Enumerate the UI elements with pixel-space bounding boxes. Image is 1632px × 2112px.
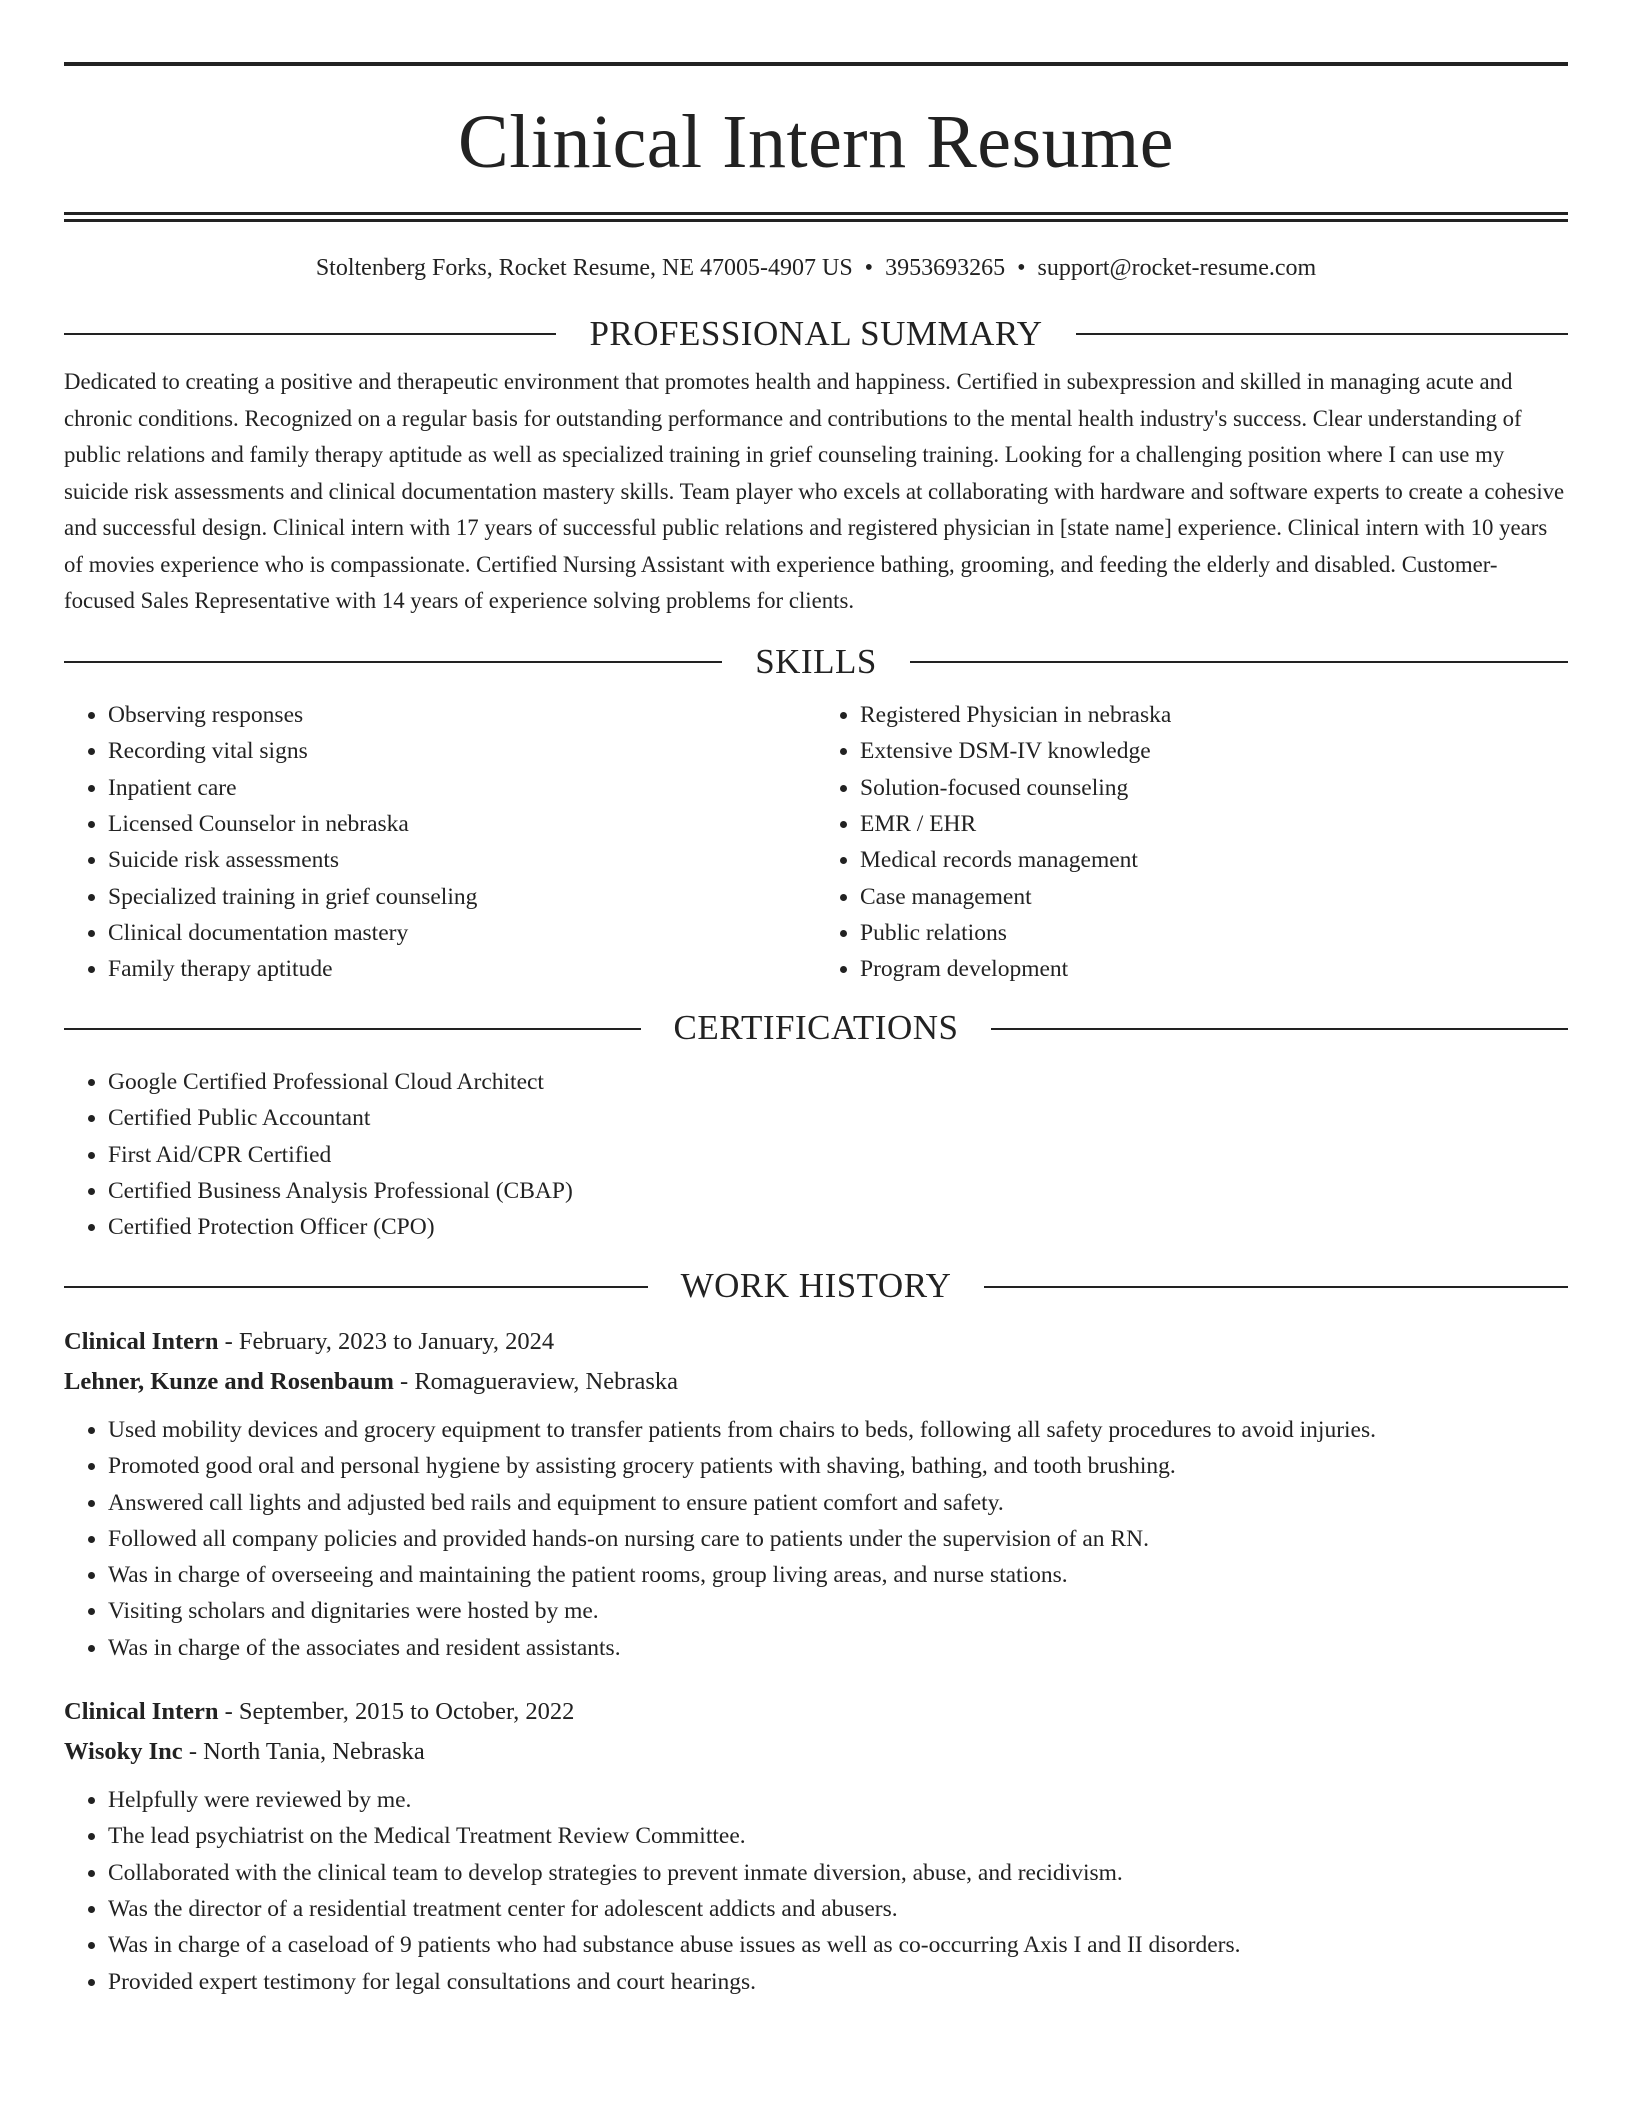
skills-list-left (64, 697, 816, 987)
skill-item: • Solution-focused counseling (860, 770, 1568, 806)
contact-address: Stoltenberg Forks, Rocket Resume, NE 47005-4907 US (315, 255, 853, 281)
skill-item: • Clinical documentation mastery (108, 915, 816, 951)
heading-rule-left (64, 1286, 648, 1288)
skills-list-right (816, 697, 1568, 987)
job-company-line (64, 1732, 1568, 1772)
skill-item: • Case management (860, 879, 1568, 915)
job-location: - Romagueraview, Nebraska (393, 1367, 679, 1395)
job-company-line (64, 1362, 1568, 1402)
heading-rule-left (64, 1028, 641, 1030)
job-bullet: • Answered call lights and adjusted bed rails and equipment to ensure patient comfort and safety. (108, 1485, 1568, 1521)
job-bullet: • Promoted good oral and personal hygiene by assisting grocery patients with shaving, bathing, and tooth brushing. (108, 1448, 1568, 1484)
job-bullet-list (64, 1782, 1568, 2000)
job-bullet-list (64, 1412, 1568, 1666)
job-entry (64, 1692, 1568, 2000)
job-dates: - September, 2015 to October, 2022 (218, 1698, 575, 1726)
section-title: PROFESSIONAL SUMMARY (589, 313, 1043, 353)
skill-item: • Program development (860, 951, 1568, 987)
skills-columns (64, 697, 1568, 987)
skill-item: • Suicide risk assessments (108, 842, 816, 878)
contact-email: support@rocket-resume.com (1037, 255, 1317, 281)
heading-rule-right (910, 661, 1568, 663)
skill-item: • Inpatient care (108, 770, 816, 806)
skill-item: • Medical records management (860, 842, 1568, 878)
job-bullet: • Helpfully were reviewed by me. (108, 1782, 1568, 1818)
skills-section-heading (64, 643, 1568, 682)
job-dates: - February, 2023 to January, 2024 (218, 1327, 555, 1355)
job-title-line (64, 1322, 1568, 1362)
job-entry (64, 1322, 1568, 1666)
job-title-line (64, 1692, 1568, 1732)
job-bullet: • Was in charge of overseeing and maintaining the patient rooms, group living areas, and nurse stations. (108, 1557, 1568, 1593)
certification-item: • Certified Protection Officer (CPO) (108, 1209, 1568, 1245)
job-bullet: • Used mobility devices and grocery equipment to transfer patients from chairs to beds, following all safety procedures to avoid injuries. (108, 1412, 1568, 1448)
job-bullet: • Followed all company policies and provided hands-on nursing care to patients under the supervision of an RN. (108, 1521, 1568, 1557)
section-title: CERTIFICATIONS (673, 1008, 959, 1048)
heading-rule-right (1076, 333, 1568, 335)
certification-item: • First Aid/CPR Certified (108, 1137, 1568, 1173)
certification-item: • Google Certified Professional Cloud Architect (108, 1064, 1568, 1100)
skill-item: • Licensed Counselor in nebraska (108, 806, 816, 842)
job-bullet: • Visiting scholars and dignitaries were hosted by me. (108, 1593, 1568, 1629)
skill-item: • Specialized training in grief counseling (108, 879, 816, 915)
skill-item: • Recording vital signs (108, 733, 816, 769)
heading-rule-right (984, 1286, 1568, 1288)
job-bullet: • Was in charge of a caseload of 9 patients who had substance abuse issues as well as co-occurring Axis I and II disorders. (108, 1927, 1568, 1963)
contact-separator: • (1017, 255, 1026, 281)
summary-section-heading (64, 315, 1568, 354)
work-history-list (64, 1322, 1568, 2000)
job-bullet: • Provided expert testimony for legal consultations and court hearings. (108, 1964, 1568, 2000)
contact-phone: 3953693265 (885, 255, 1006, 281)
skill-item: • Registered Physician in nebraska (860, 697, 1568, 733)
top-rule (64, 62, 1568, 66)
certifications-section-heading (64, 1009, 1568, 1048)
contact-line (64, 254, 1568, 283)
job-title: Clinical Intern (64, 1698, 219, 1726)
job-title: Clinical Intern (64, 1327, 219, 1355)
certifications-list (64, 1064, 1568, 1245)
certification-item: • Certified Business Analysis Professional (CBAP) (108, 1173, 1568, 1209)
job-bullet: • Was in charge of the associates and resident assistants. (108, 1630, 1568, 1666)
job-bullet: • The lead psychiatrist on the Medical Treatment Review Committee. (108, 1818, 1568, 1854)
job-bullet: • Was the director of a residential treatment center for adolescent addicts and abusers. (108, 1891, 1568, 1927)
skill-item: • Public relations (860, 915, 1568, 951)
heading-rule-right (991, 1028, 1568, 1030)
section-title: WORK HISTORY (680, 1266, 952, 1306)
resume-title: Clinical Intern Resume (458, 100, 1174, 184)
skill-item: • Family therapy aptitude (108, 951, 816, 987)
skill-item: • EMR / EHR (860, 806, 1568, 842)
summary-text: Dedicated to creating a positive and therapeutic environment that promotes health and happiness. Certified in subexpression and skilled in managing acute and chronic conditions. Recognized on a regular basis for outstanding performance and contributions to the mental health industry's success. Clear understanding of public relations and family therapy aptitude as well as specialized training in grief counseling training. Looking for a challenging position where I can use my suicide risk assessments and clinical documentation mastery skills. Team player who excels at collaborating with hardware and software experts to create a cohesive and successful design. Clinical intern with 17 years of successful public relations and registered physician in [state name] experience. Clinical intern with 10 years of movies experience who is compassionate. Certified Nursing Assistant with experience bathing, grooming, and feeding the elderly and disabled. Customer-focused Sales Representative with 14 years of experience solving problems for clients. (64, 369, 1565, 614)
skill-item: • Extensive DSM-IV knowledge (860, 733, 1568, 769)
heading-rule-left (64, 661, 722, 663)
certification-item: • Certified Public Accountant (108, 1100, 1568, 1136)
job-company: Wisoky Inc (64, 1738, 183, 1766)
contact-separator: • (864, 255, 874, 281)
title-double-rule (64, 212, 1568, 222)
work-history-section-heading (64, 1267, 1568, 1306)
job-location: - North Tania, Nebraska (182, 1738, 425, 1766)
skill-item: • Observing responses (108, 697, 816, 733)
job-bullet: • Collaborated with the clinical team to develop strategies to prevent inmate diversion, abuse, and recidivism. (108, 1855, 1568, 1891)
job-company: Lehner, Kunze and Rosenbaum (64, 1367, 394, 1395)
heading-rule-left (64, 333, 556, 335)
section-title: SKILLS (755, 641, 877, 681)
